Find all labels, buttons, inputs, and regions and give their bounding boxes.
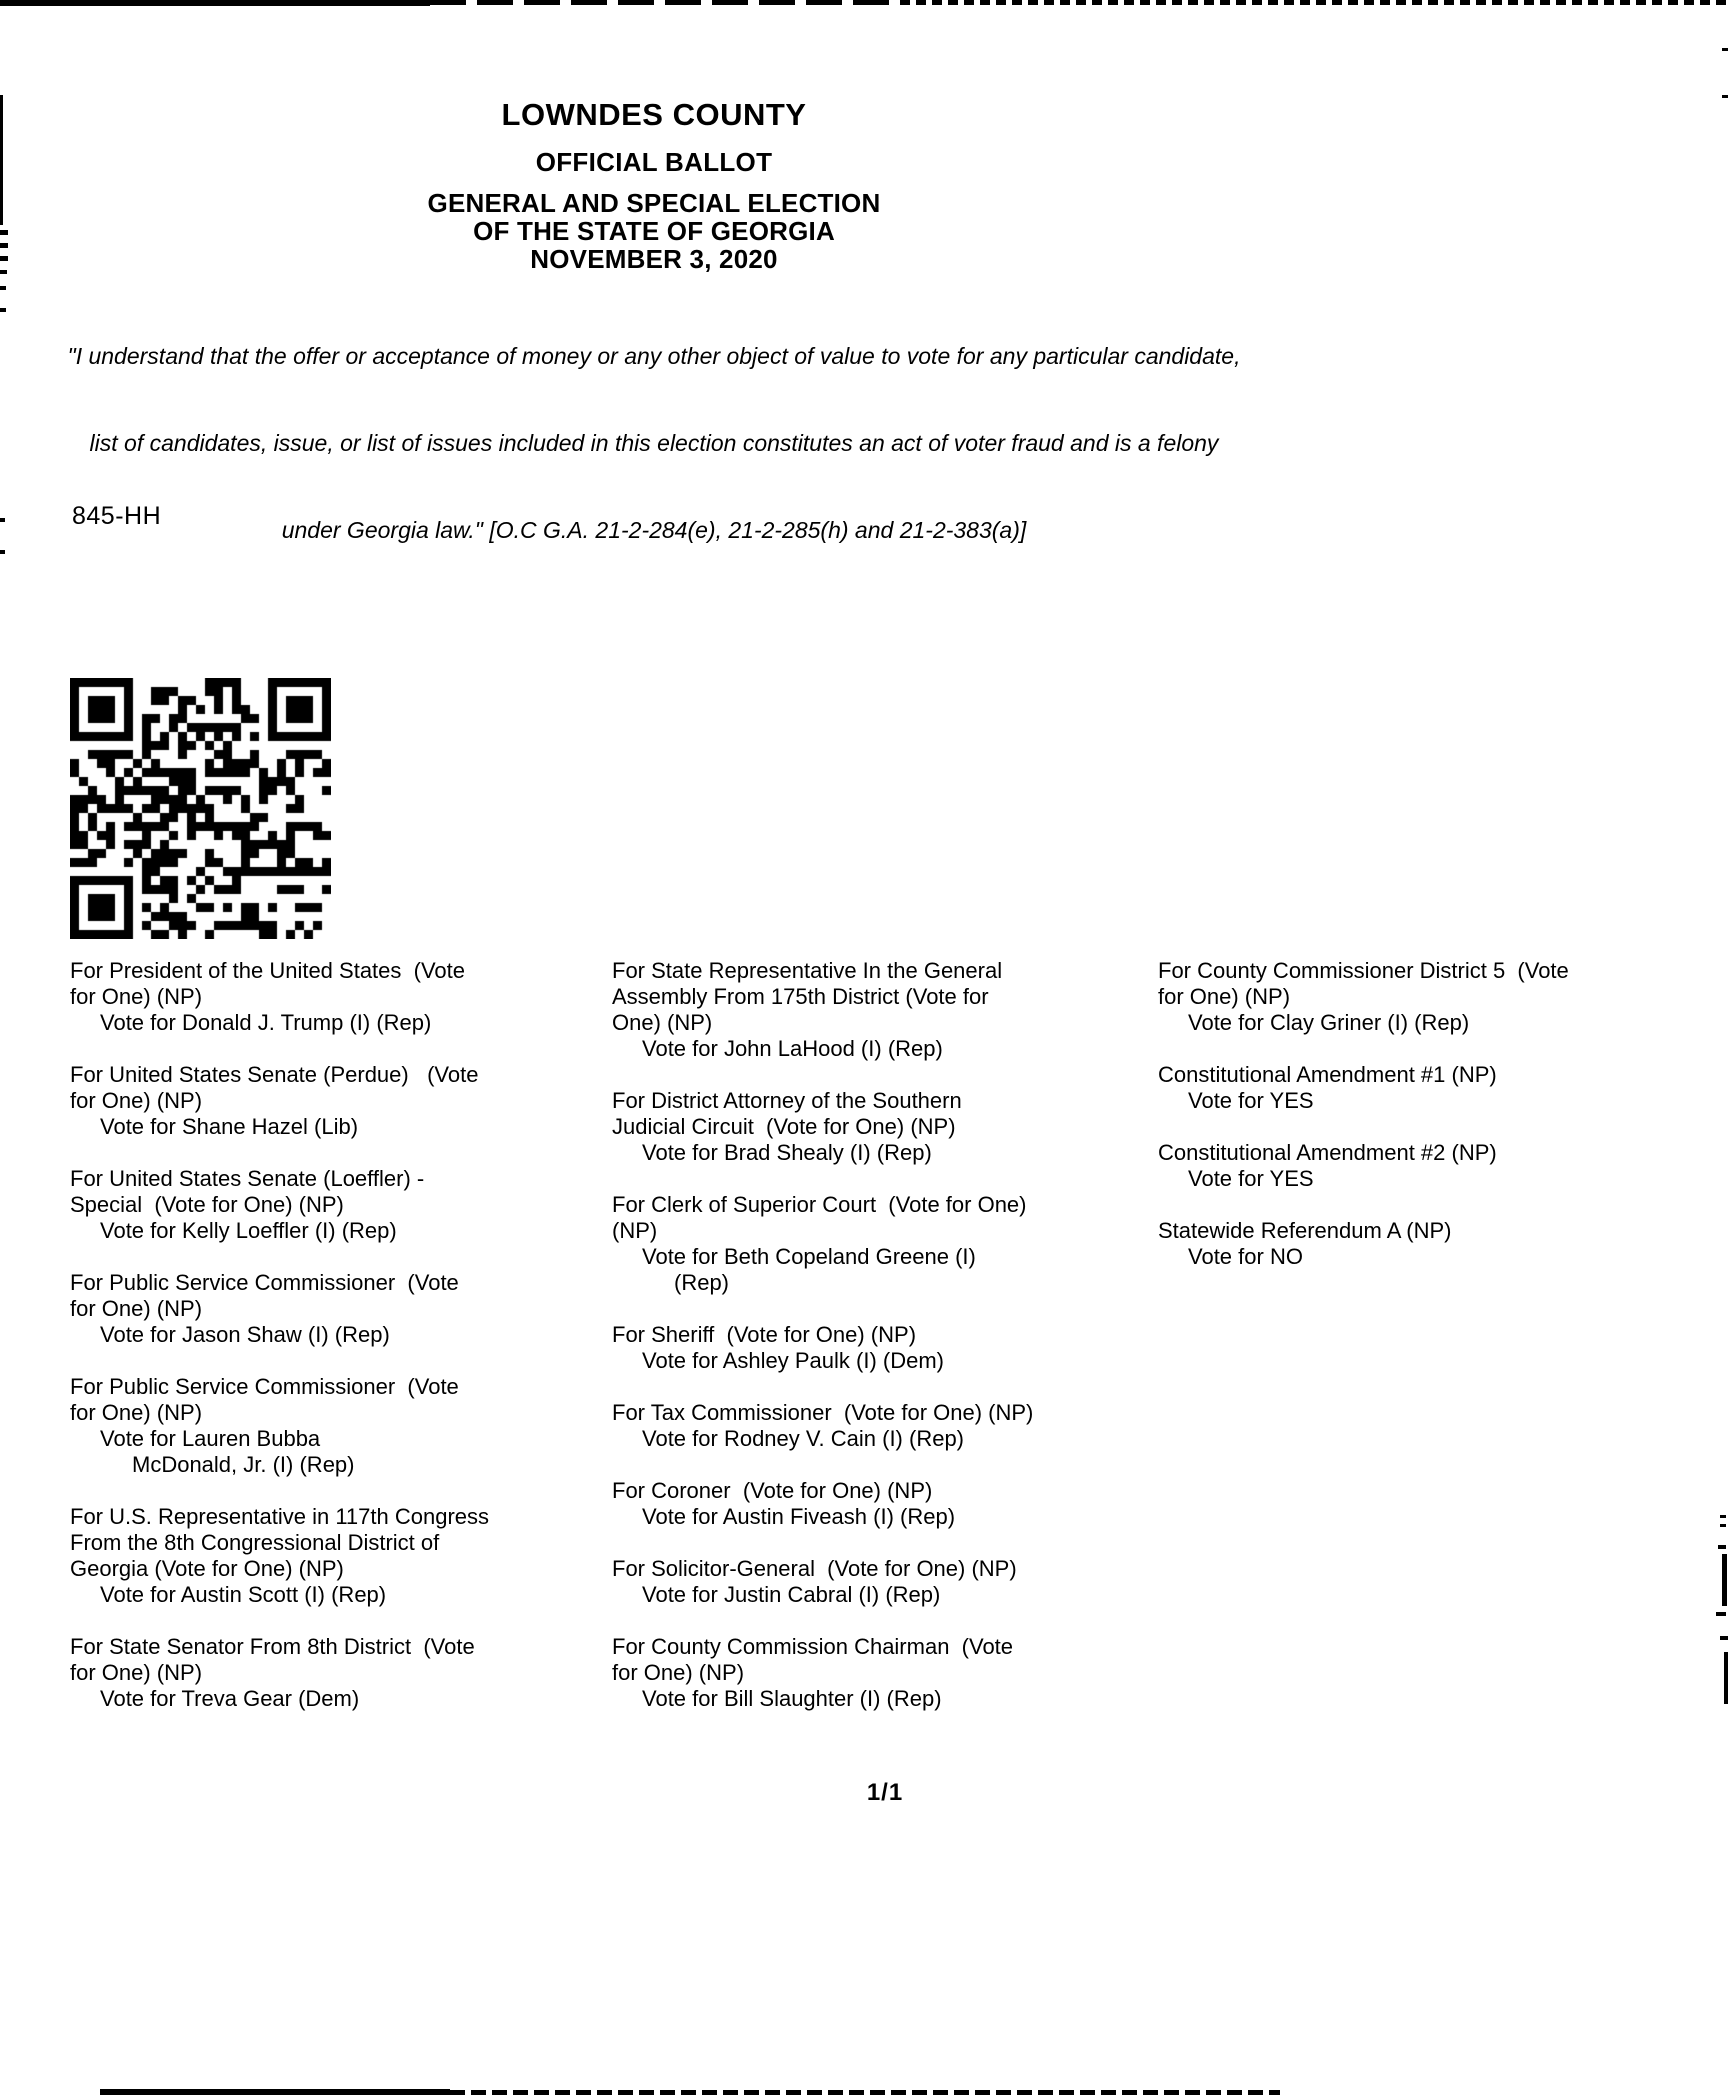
- contest-block: [612, 1634, 1157, 1712]
- contest-vote-line: Vote for Rodney V. Cain (I) (Rep): [642, 1426, 965, 1451]
- contest-title-line: for One) (NP): [70, 1400, 203, 1425]
- contest-block: [612, 1192, 1157, 1296]
- contest-title-line: Special (Vote for One) (NP): [70, 1192, 344, 1217]
- contest-title-line: for One) (NP): [70, 1088, 203, 1113]
- contest-vote-line: Vote for Lauren Bubba: [100, 1426, 321, 1451]
- contest-title-line: For Tax Commissioner (Vote for One) (NP): [612, 1400, 1034, 1425]
- contest-block: [1158, 1218, 1728, 1270]
- contest-title-line: For Coroner (Vote for One) (NP): [612, 1478, 933, 1503]
- contest-vote-line: Vote for John LaHood (I) (Rep): [642, 1036, 943, 1061]
- official-ballot-title: OFFICIAL BALLOT: [535, 147, 773, 177]
- disclaimer-line3: under Georgia law." [O.C G.A. 21-2-284(e), 21-2-285(h) and 21-2-383(a)]: [281, 517, 1027, 543]
- contest-title-line: Statewide Referendum A (NP): [1158, 1218, 1452, 1243]
- contest-vote-line: Vote for Kelly Loeffler (I) (Rep): [100, 1218, 397, 1243]
- contest-block: [612, 1556, 1157, 1608]
- contest-title-line: for One) (NP): [70, 984, 203, 1009]
- contest-vote-line: McDonald, Jr. (I) (Rep): [132, 1452, 355, 1477]
- contest-block: [70, 1166, 610, 1244]
- contest-title-line: for One) (NP): [1158, 984, 1291, 1009]
- contest-vote-line: Vote for Austin Scott (I) (Rep): [100, 1582, 387, 1607]
- election-title: [0, 189, 1308, 273]
- contest-block: [70, 1270, 610, 1348]
- contest-vote-line: Vote for Treva Gear (Dem): [100, 1686, 360, 1711]
- contest-block: [612, 1088, 1157, 1166]
- contest-block: [1158, 958, 1728, 1036]
- contest-title-line: For United States Senate (Loeffler) -: [70, 1166, 425, 1191]
- contest-title-line: For President of the United States (Vote: [70, 958, 465, 983]
- contest-title-line: For County Commissioner District 5 (Vote: [1158, 958, 1569, 983]
- contest-vote-line: Vote for Beth Copeland Greene (I): [642, 1244, 976, 1269]
- disclaimer-line1: "I understand that the offer or acceptance of money or any other object of value to vote for any particular candidate,: [67, 343, 1241, 369]
- contest-block: [70, 1634, 610, 1712]
- election-title-line2: OF THE STATE OF GEORGIA: [473, 216, 835, 246]
- election-title-line1: GENERAL AND SPECIAL ELECTION: [427, 188, 881, 218]
- contest-vote-line: (Rep): [674, 1270, 730, 1295]
- contest-block: [70, 1374, 610, 1478]
- contest-title-line: for One) (NP): [612, 1660, 745, 1685]
- contest-vote-line: Vote for Shane Hazel (Lib): [100, 1114, 359, 1139]
- contest-title-line: For Public Service Commissioner (Vote: [70, 1270, 459, 1295]
- contest-vote-line: Vote for YES: [1188, 1166, 1314, 1191]
- contest-title-line: For State Senator From 8th District (Vote: [70, 1634, 475, 1659]
- scan-edge-bottom-dashes: [450, 2090, 1280, 2095]
- contest-block: [612, 1478, 1157, 1530]
- contest-title-line: For Sheriff (Vote for One) (NP): [612, 1322, 917, 1347]
- contest-vote-line: Vote for Ashley Paulk (I) (Dem): [642, 1348, 944, 1373]
- election-title-line3: NOVEMBER 3, 2020: [530, 244, 778, 274]
- contest-title-line: For United States Senate (Perdue) (Vote: [70, 1062, 479, 1087]
- contest-title-line: for One) (NP): [70, 1296, 203, 1321]
- contest-title-line: From the 8th Congressional District of: [70, 1530, 440, 1555]
- county-title: LOWNDES COUNTY: [501, 97, 807, 132]
- contest-block: [612, 1400, 1157, 1452]
- contest-column-1: [70, 958, 610, 1738]
- voter-fraud-disclaimer: [24, 284, 1284, 574]
- contest-title-line: For County Commission Chairman (Vote: [612, 1634, 1014, 1659]
- ballot-header: [0, 98, 1308, 273]
- contest-column-2: [612, 958, 1157, 1738]
- contest-title-line: For State Representative In the General: [612, 958, 1003, 983]
- contest-title-line: For Public Service Commissioner (Vote: [70, 1374, 459, 1399]
- contest-title-line: Judicial Circuit (Vote for One) (NP): [612, 1114, 956, 1139]
- contest-vote-line: Vote for Donald J. Trump (I) (Rep): [100, 1010, 432, 1035]
- contest-title-line: One) (NP): [612, 1010, 713, 1035]
- contest-title-line: Georgia (Vote for One) (NP): [70, 1556, 344, 1581]
- contest-block: [70, 958, 610, 1036]
- contest-vote-line: Vote for Austin Fiveash (I) (Rep): [642, 1504, 956, 1529]
- contest-block: [70, 1062, 610, 1140]
- contest-title-line: For Solicitor-General (Vote for One) (NP): [612, 1556, 1017, 1581]
- page-number: 1/1: [866, 1779, 904, 1806]
- scan-edge-top-dashes: [430, 0, 900, 5]
- qr-code: [70, 678, 331, 939]
- contest-block: [612, 1322, 1157, 1374]
- contest-vote-line: Vote for YES: [1188, 1088, 1314, 1113]
- contest-title-line: For Clerk of Superior Court (Vote for One): [612, 1192, 1027, 1217]
- contest-column-3: [1158, 958, 1728, 1296]
- scan-edge-top-dashes-right: [900, 0, 1728, 5]
- ballot-style-code: 845-HH: [72, 502, 162, 530]
- contest-vote-line: Vote for Clay Griner (I) (Rep): [1188, 1010, 1470, 1035]
- contest-title-line: (NP): [612, 1218, 658, 1243]
- contest-vote-line: Vote for Brad Shealy (I) (Rep): [642, 1140, 932, 1165]
- contest-title-line: For District Attorney of the Southern: [612, 1088, 962, 1113]
- contest-title-line: Constitutional Amendment #1 (NP): [1158, 1062, 1497, 1087]
- contest-block: [1158, 1140, 1728, 1192]
- contest-block: [1158, 1062, 1728, 1114]
- contest-vote-line: Vote for NO: [1188, 1244, 1303, 1269]
- disclaimer-line2: list of candidates, issue, or list of issues included in this election constitutes an act of voter fraud and is a felony: [89, 430, 1219, 456]
- contest-vote-line: Vote for Bill Slaughter (I) (Rep): [642, 1686, 942, 1711]
- contest-block: [70, 1504, 610, 1608]
- contest-vote-line: Vote for Jason Shaw (I) (Rep): [100, 1322, 390, 1347]
- contest-block: [612, 958, 1157, 1062]
- contest-title-line: Assembly From 175th District (Vote for: [612, 984, 989, 1009]
- scan-edge-top-solid: [0, 0, 430, 6]
- contest-title-line: for One) (NP): [70, 1660, 203, 1685]
- contest-vote-line: Vote for Justin Cabral (I) (Rep): [642, 1582, 941, 1607]
- contest-title-line: For U.S. Representative in 117th Congress: [70, 1504, 490, 1529]
- contest-title-line: Constitutional Amendment #2 (NP): [1158, 1140, 1497, 1165]
- scan-edge-bottom-solid: [100, 2089, 450, 2095]
